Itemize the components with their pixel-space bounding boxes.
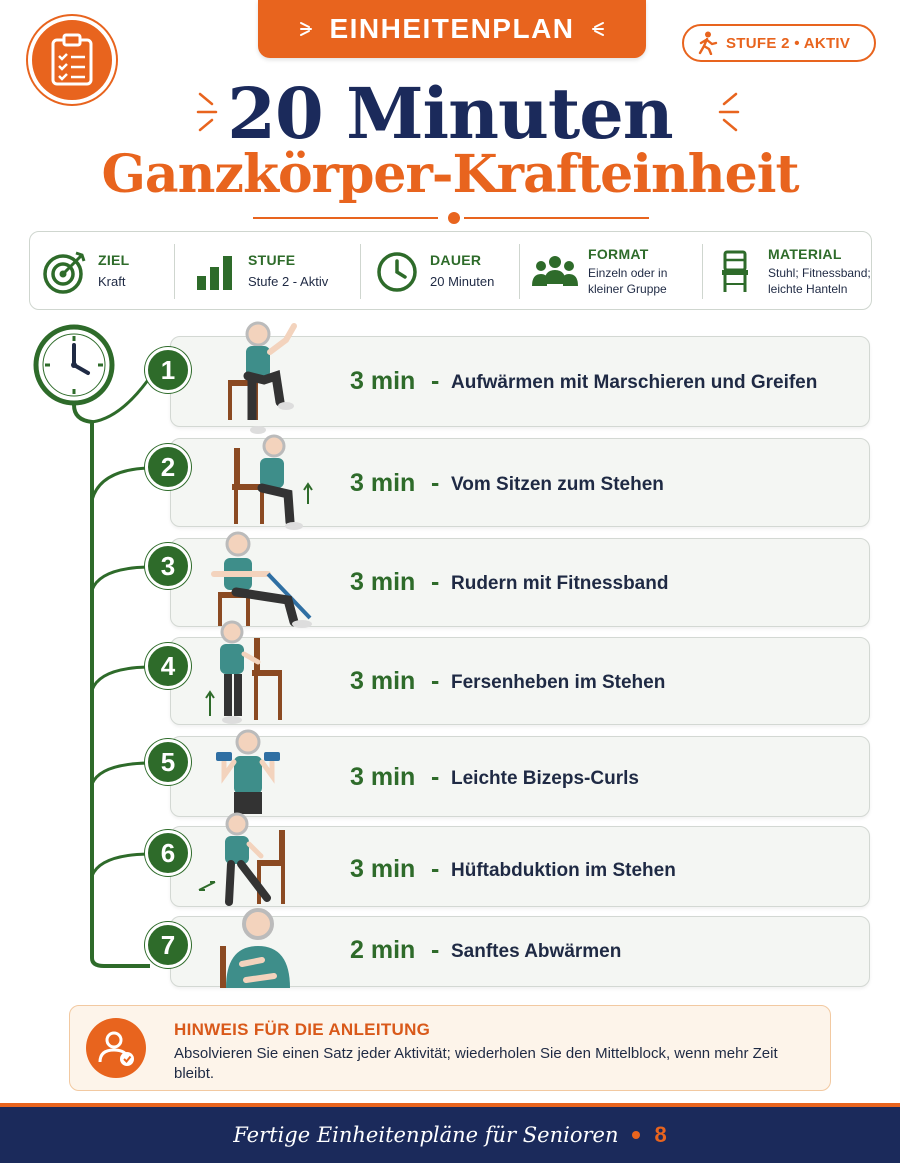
format-heading: FORMAT bbox=[588, 245, 649, 262]
step-number-3: 3 bbox=[145, 543, 191, 589]
step-name-5: Leichte Bizeps-Curls bbox=[451, 768, 639, 789]
footer-dot bbox=[632, 1131, 640, 1139]
step-duration-3: 3 min bbox=[350, 568, 416, 596]
material-heading: MATERIAL bbox=[768, 245, 842, 262]
info-bar bbox=[29, 231, 872, 310]
sparkle-title-right-icon bbox=[718, 90, 740, 134]
figure-heel-raise-illustration bbox=[200, 620, 295, 730]
figure-bicep-curl-illustration bbox=[212, 726, 282, 816]
divider-right bbox=[464, 217, 649, 219]
step-number-6: 6 bbox=[145, 830, 191, 876]
footer-text: Fertige Einheitenpläne für Senioren bbox=[233, 1123, 619, 1147]
note-title: HINWEIS FÜR DIE ANLEITUNG bbox=[174, 1020, 431, 1039]
chair-icon bbox=[718, 250, 752, 294]
step-name-3: Rudern mit Fitnessband bbox=[451, 573, 669, 594]
info-goal bbox=[40, 232, 130, 311]
step-dash-1: - bbox=[431, 367, 440, 395]
target-icon bbox=[42, 249, 88, 295]
step-name-6: Hüftabduktion im Stehen bbox=[451, 860, 676, 881]
note-text: Absolvieren Sie einen Satz jeder Aktivität; wiederholen Sie den Mittelblock, wenn mehr Zeit bleibt. bbox=[174, 1045, 778, 1083]
info-duration bbox=[372, 232, 494, 311]
clock-icon bbox=[375, 250, 419, 294]
duration-value: 20 Minuten bbox=[430, 274, 495, 290]
page-footer bbox=[0, 1103, 900, 1163]
duration-heading: DAUER bbox=[430, 252, 482, 269]
step-duration-4: 3 min bbox=[350, 667, 416, 695]
step-dash-7: - bbox=[431, 936, 440, 964]
step-duration-1: 3 min bbox=[350, 367, 416, 395]
figure-cooldown-illustration bbox=[218, 906, 298, 988]
info-format bbox=[530, 232, 667, 311]
goal-heading: ZIEL bbox=[98, 252, 130, 269]
info-material bbox=[710, 232, 871, 311]
step-duration-5: 3 min bbox=[350, 763, 416, 791]
page-title: 20 Minuten bbox=[227, 72, 673, 155]
step-dash-6: - bbox=[431, 855, 440, 883]
step-name-2: Vom Sitzen zum Stehen bbox=[451, 474, 664, 495]
step-duration-6: 3 min bbox=[350, 855, 416, 883]
divider-dot bbox=[448, 212, 460, 224]
banner-label: EINHEITENPLAN bbox=[329, 13, 575, 44]
step-number-5: 5 bbox=[145, 739, 191, 785]
step-name-7: Sanftes Abwärmen bbox=[451, 941, 622, 962]
level-value: Stufe 2 - Aktiv bbox=[248, 274, 329, 290]
step-dash-4: - bbox=[431, 667, 440, 695]
instructor-note bbox=[69, 1005, 831, 1091]
sparkle-left-icon bbox=[299, 19, 313, 39]
figure-marching-illustration bbox=[220, 320, 310, 440]
step-name-1: Aufwärmen mit Marschieren und Greifen bbox=[451, 372, 818, 393]
figure-sit-to-stand-illustration bbox=[230, 432, 330, 532]
walking-person-icon bbox=[696, 31, 718, 55]
step-dash-2: - bbox=[431, 469, 440, 497]
divider-left bbox=[253, 217, 438, 219]
step-number-2: 2 bbox=[145, 444, 191, 490]
step-dash-3: - bbox=[431, 568, 440, 596]
material-value: Stuhl; Fitnessband; leichte Hanteln bbox=[768, 265, 871, 296]
step-dash-5: - bbox=[431, 763, 440, 791]
level-heading: STUFE bbox=[248, 252, 296, 269]
instructor-icon bbox=[86, 1018, 146, 1078]
page-subtitle: Ganzkörper-Krafteinheit bbox=[101, 144, 799, 205]
page-number: 8 bbox=[654, 1122, 667, 1147]
format-value: Einzeln oder in kleiner Gruppe bbox=[588, 265, 668, 296]
step-number-1: 1 bbox=[145, 347, 191, 393]
level-bars-icon bbox=[195, 252, 235, 292]
step-duration-7: 2 min bbox=[350, 936, 416, 964]
figure-hip-abduction-illustration bbox=[195, 812, 295, 912]
level-badge bbox=[682, 24, 876, 62]
goal-value: Kraft bbox=[98, 274, 126, 290]
info-level bbox=[190, 232, 328, 311]
plan-banner bbox=[258, 0, 646, 58]
group-icon bbox=[532, 254, 578, 290]
level-badge-text: STUFE 2 • AKTIV bbox=[726, 34, 851, 52]
timeline-clock-icon bbox=[32, 323, 116, 407]
step-number-4: 4 bbox=[145, 643, 191, 689]
step-name-4: Fersenheben im Stehen bbox=[451, 672, 666, 693]
step-number-7: 7 bbox=[145, 922, 191, 968]
sparkle-right-icon bbox=[591, 19, 605, 39]
step-duration-2: 3 min bbox=[350, 469, 416, 497]
